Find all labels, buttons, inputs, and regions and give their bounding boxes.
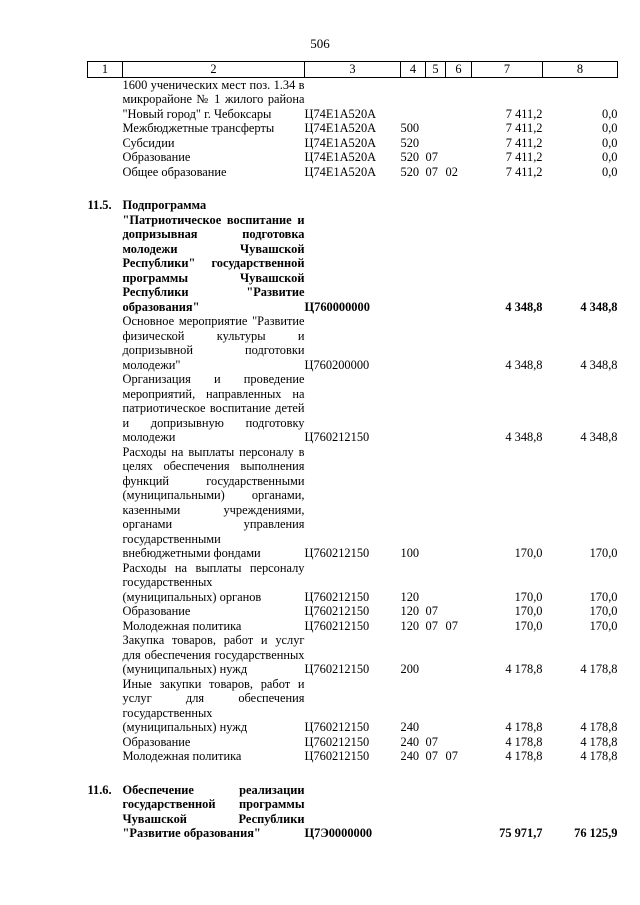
amount-year-2: 170,0 xyxy=(589,618,618,633)
expense-type-code: 500 xyxy=(400,121,420,135)
item-name: Образование xyxy=(122,150,191,164)
item-name: Иные закупки товаров, работ и услуг для обеспечения государственных (муниципальных) нужд xyxy=(122,676,305,734)
amount-year-1: 7 411,2 xyxy=(505,106,543,121)
column-header: 8 xyxy=(543,62,618,78)
amount-year-2: 0,0 xyxy=(602,150,618,164)
subsection-code xyxy=(446,136,472,151)
table-row xyxy=(88,136,618,151)
amount-year-2: 0,0 xyxy=(602,121,618,135)
amount-year-1: 170,0 xyxy=(514,618,543,633)
item-name: Расходы на выплаты персоналу в целях обеспечения выполнения функций государственными (муниципальными) органами, казенными учреждениями, органами управления государственными внебюджетными фондами xyxy=(122,444,305,560)
section-code xyxy=(426,372,446,445)
item-name: Общее образование xyxy=(122,164,227,179)
target-code: Ц760212150 xyxy=(304,430,370,444)
table-row xyxy=(88,604,618,619)
amount-year-1: 4 178,8 xyxy=(505,720,543,734)
amount-year-2: 4 348,8 xyxy=(580,430,618,444)
budget-table xyxy=(87,61,618,841)
amount-year-2: 0,0 xyxy=(602,164,618,179)
subsection-code xyxy=(446,677,472,735)
table-row xyxy=(88,677,618,735)
column-header: 5 xyxy=(426,62,446,78)
amount-year-2: 4 348,8 xyxy=(580,299,618,314)
amount-year-1: 7 411,2 xyxy=(505,150,543,164)
section-number xyxy=(88,314,123,372)
column-header: 6 xyxy=(446,62,472,78)
amount-year-1: 7 411,2 xyxy=(505,121,543,135)
page-number: 506 xyxy=(310,36,330,51)
table-row xyxy=(88,445,618,561)
section-code xyxy=(426,783,446,841)
table-row xyxy=(88,749,618,764)
amount-year-2: 170,0 xyxy=(589,604,618,618)
amount-year-1: 4 178,8 xyxy=(505,749,543,763)
table-row xyxy=(88,735,618,750)
section-number xyxy=(88,121,123,136)
amount-year-1: 170,0 xyxy=(514,604,543,618)
section-code xyxy=(426,121,446,136)
amount-year-1: 170,0 xyxy=(514,589,543,604)
amount-year-2: 4 178,8 xyxy=(580,734,618,749)
item-name: Молодежная политика xyxy=(122,618,242,633)
table-body xyxy=(88,77,618,841)
subsection-code xyxy=(446,561,472,605)
column-header: 2 xyxy=(123,62,305,78)
section-number xyxy=(88,677,123,735)
section-code xyxy=(426,445,446,561)
subsection-code: 07 xyxy=(445,749,458,763)
target-code: Ц7Э0000000 xyxy=(304,826,373,840)
section-number xyxy=(88,165,123,180)
expense-type-code: 520 xyxy=(400,164,420,179)
section-row xyxy=(88,783,618,841)
section-number xyxy=(88,619,123,634)
amount-year-1: 4 348,8 xyxy=(505,357,543,372)
subsection-code xyxy=(446,150,472,165)
section-code: 07 xyxy=(425,734,438,749)
target-code: Ц760212150 xyxy=(304,604,370,618)
subsection-code xyxy=(446,783,472,841)
amount-year-2: 0,0 xyxy=(602,106,618,121)
subsection-code xyxy=(446,77,472,121)
column-header: 1 xyxy=(88,62,123,78)
subsection-code xyxy=(446,445,472,561)
amount-year-1: 4 348,8 xyxy=(505,299,543,314)
subsection-code: 02 xyxy=(445,164,458,179)
section-code: 07 xyxy=(425,749,438,763)
amount-year-2: 4 348,8 xyxy=(580,357,618,372)
expense-type-code xyxy=(401,77,426,121)
section-number xyxy=(88,136,123,151)
section-code: 07 xyxy=(425,164,438,179)
section-number xyxy=(88,749,123,764)
spacer-row xyxy=(88,179,618,198)
item-name: 1600 ученических мест поз. 1.34 в микрорайоне № 1 жилого района "Новый город" г. Чебоксары xyxy=(122,77,305,121)
target-code: Ц760212150 xyxy=(304,734,370,749)
section-number xyxy=(88,150,123,165)
target-code: Ц74Е1А520А xyxy=(304,150,377,164)
table-row xyxy=(88,372,618,445)
section-code xyxy=(426,198,446,314)
section-code: 07 xyxy=(425,150,438,164)
section-code: 07 xyxy=(425,618,438,633)
item-name: Межбюджетные трансферты xyxy=(122,121,275,135)
item-name: Подпрограмма "Патриотическое воспитание и допризывная подготовка молодежи Чувашской Республики" государственной программы Чувашской Республики "Развитие образования" xyxy=(122,198,305,314)
target-code: Ц74Е1А520А xyxy=(304,106,377,121)
section-number xyxy=(88,633,123,677)
target-code: Ц760000000 xyxy=(304,299,370,314)
subsection-code xyxy=(446,604,472,619)
spacer-cell xyxy=(88,764,618,783)
subsection-code xyxy=(446,121,472,136)
table-row xyxy=(88,77,618,121)
expense-type-code: 240 xyxy=(400,749,420,763)
item-name: Закупка товаров, работ и услуг для обеспечения государственных (муниципальных) нужд xyxy=(122,633,305,676)
expense-type-code: 240 xyxy=(400,720,420,734)
section-row xyxy=(88,198,618,314)
expense-type-code: 120 xyxy=(400,618,420,633)
table-row xyxy=(88,619,618,634)
section-number xyxy=(88,445,123,561)
section-number: 11.5. xyxy=(87,198,112,212)
expense-type-code: 520 xyxy=(400,135,420,150)
target-code: Ц760212150 xyxy=(304,589,370,604)
target-code: Ц760212150 xyxy=(304,662,370,676)
table-row xyxy=(88,121,618,136)
item-name: Образование xyxy=(122,734,191,749)
amount-year-2: 170,0 xyxy=(589,589,618,604)
section-code xyxy=(426,633,446,677)
subsection-code: 07 xyxy=(445,618,458,633)
amount-year-1: 75 971,7 xyxy=(499,826,543,840)
item-name: Субсидии xyxy=(122,135,175,150)
expense-type-code xyxy=(401,198,426,314)
item-name: Молодежная политика xyxy=(122,749,242,763)
section-number xyxy=(88,604,123,619)
target-code: Ц760212150 xyxy=(304,546,370,560)
amount-year-1: 4 348,8 xyxy=(505,430,543,444)
section-code xyxy=(426,136,446,151)
subsection-code xyxy=(446,372,472,445)
item-name: Образование xyxy=(122,604,191,618)
amount-year-2: 0,0 xyxy=(602,135,618,150)
amount-year-2: 76 125,9 xyxy=(574,826,618,840)
amount-year-1: 7 411,2 xyxy=(505,164,543,179)
expense-type-code xyxy=(401,372,426,445)
amount-year-1: 170,0 xyxy=(514,546,543,560)
section-code xyxy=(426,77,446,121)
amount-year-2: 4 178,8 xyxy=(580,662,618,676)
target-code: Ц74Е1А520А xyxy=(304,164,377,179)
expense-type-code: 100 xyxy=(400,546,420,560)
target-code: Ц760200000 xyxy=(304,357,370,372)
target-code: Ц74Е1А520А xyxy=(304,121,377,135)
table-row xyxy=(88,165,618,180)
section-number xyxy=(88,372,123,445)
column-header: 3 xyxy=(305,62,401,78)
column-header: 4 xyxy=(401,62,426,78)
target-code: Ц760212150 xyxy=(304,618,370,633)
spacer-row xyxy=(88,764,618,783)
item-name: Организация и проведение мероприятий, направленных на патриотическое воспитание детей и допризывную подготовку молодежи xyxy=(122,372,305,444)
expense-type-code: 200 xyxy=(400,662,420,676)
section-code xyxy=(426,677,446,735)
target-code: Ц74Е1А520А xyxy=(304,135,377,150)
expense-type-code: 520 xyxy=(400,150,420,164)
amount-year-2: 4 178,8 xyxy=(580,720,618,734)
item-name: Обеспечение реализации государственной программы Чувашской Республики "Развитие образования" xyxy=(122,782,305,840)
subsection-code xyxy=(446,633,472,677)
section-number xyxy=(88,77,123,121)
section-code: 07 xyxy=(425,604,438,618)
subsection-code xyxy=(446,314,472,372)
column-header: 7 xyxy=(472,62,543,78)
target-code: Ц760212150 xyxy=(304,720,370,734)
expense-type-code xyxy=(401,314,426,372)
subsection-code xyxy=(446,198,472,314)
section-number xyxy=(88,735,123,750)
amount-year-1: 7 411,2 xyxy=(505,135,543,150)
expense-type-code: 120 xyxy=(400,589,420,604)
amount-year-2: 4 178,8 xyxy=(580,749,618,763)
amount-year-1: 4 178,8 xyxy=(505,734,543,749)
spacer-cell xyxy=(88,179,618,198)
table-row xyxy=(88,150,618,165)
item-name: Расходы на выплаты персоналу государственных (муниципальных) органов xyxy=(122,560,305,604)
table-row xyxy=(88,561,618,605)
subsection-code xyxy=(446,735,472,750)
amount-year-2: 170,0 xyxy=(589,546,618,560)
item-name: Основное мероприятие "Развитие физической культуры и допризывной подготовки молодежи" xyxy=(122,314,305,372)
table-row xyxy=(88,633,618,677)
amount-year-1: 4 178,8 xyxy=(505,662,543,676)
target-code: Ц760212150 xyxy=(304,749,370,763)
expense-type-code: 120 xyxy=(400,604,420,618)
table-row xyxy=(88,314,618,372)
section-code xyxy=(426,561,446,605)
expense-type-code: 240 xyxy=(400,734,420,749)
section-number xyxy=(88,561,123,605)
section-code xyxy=(426,314,446,372)
expense-type-code xyxy=(401,783,426,841)
table-header-row xyxy=(88,62,618,78)
section-number: 11.6. xyxy=(87,782,112,797)
